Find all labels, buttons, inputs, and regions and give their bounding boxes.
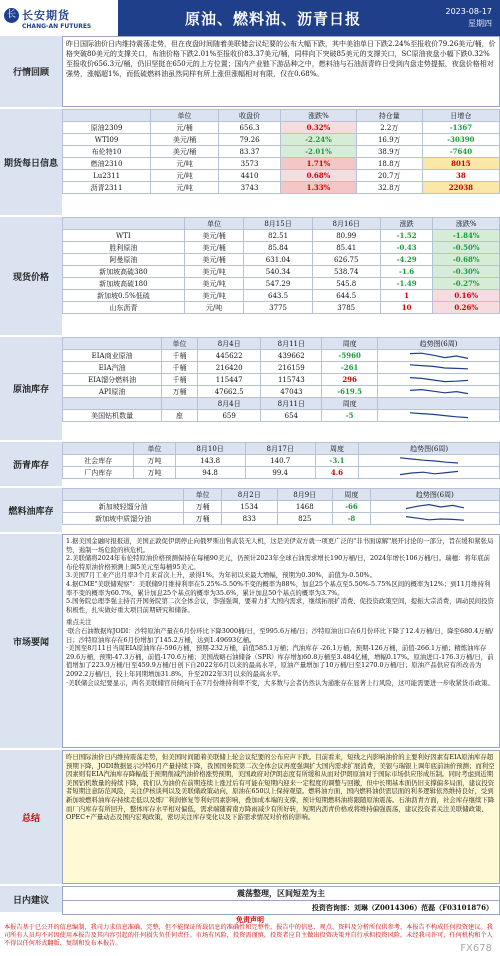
table-row — [63, 302, 500, 314]
sparkline-chart — [409, 375, 469, 385]
futures-oi: 16.9万 — [356, 134, 422, 146]
crude-d1: 216420 — [197, 362, 261, 374]
spot-name: 山东沥青 — [63, 302, 185, 314]
asphalt-d2: 140.7 — [245, 455, 315, 467]
fuel-col-d1: 8月2日 — [222, 489, 278, 501]
futures-chg: 0.68% — [281, 170, 357, 182]
spot-chg: -0.43 — [380, 242, 433, 254]
market-label: 市场要闻 — [0, 534, 62, 748]
fuel-unit: 万桶 — [184, 501, 222, 513]
spot-pct: 0.26% — [433, 302, 500, 314]
asphalt-unit: 万吨 — [134, 455, 175, 467]
spot-col-name — [63, 218, 185, 230]
futures-doi: -30390 — [422, 134, 499, 146]
fuel-wk: -8 — [333, 513, 371, 525]
focus-item: ·联合石油数据库JODI：沙特原油产量在6月份环比下降3000桶/日，至995.6万桶/日；沙特原油出口在6月份环比下降了12.4万桶/日，降至680.4万桶/日；沙特原油库存在6月份增加了145.2万桶，达到1.49693亿桶。 — [66, 626, 494, 644]
trend-sparkline — [359, 455, 500, 467]
fuel-d2: 1468 — [277, 501, 333, 513]
summary-label: 总结 — [0, 750, 62, 884]
futures-oi: 18.8万 — [356, 158, 422, 170]
futures-oi: 20.7万 — [356, 170, 422, 182]
spot-col-chg: 涨跌 — [380, 218, 433, 230]
sparkline-chart — [409, 387, 469, 397]
asphalt-name: 厂内库存 — [63, 467, 134, 479]
news-item: 5.国务院总理李强主持召开国务院第二次全体会议，李强强调，要着力扩大国内需求，继续拓展扩消费、促投资政策空间，提振大宗消费，调动民间投资积极性，扎实做好重大项目前期研究和储备。 — [66, 597, 494, 614]
futures-section — [0, 109, 500, 217]
crude-unit: 万桶 — [162, 386, 198, 398]
futures-col-oi: 持仓量 — [356, 110, 422, 122]
spot-pct: -1.84% — [433, 230, 500, 242]
table-row — [63, 386, 500, 398]
asphalt-d1: 143.8 — [175, 455, 245, 467]
report-date — [428, 6, 500, 30]
asphalt-stock-section — [0, 442, 500, 488]
asphalt-name: 社会库存 — [63, 455, 134, 467]
futures-name: 燃油2310 — [63, 158, 151, 170]
disclaimer — [0, 914, 500, 950]
spot-section — [0, 217, 500, 337]
crude-d1: 445622 — [197, 350, 261, 362]
rig-unit: 座 — [162, 410, 198, 422]
futures-close: 3573 — [218, 158, 280, 170]
sparkline-line — [410, 412, 468, 417]
asphalt-col-wk: 周度 — [315, 443, 359, 455]
table-row — [63, 242, 500, 254]
spot-unit: 美元/桶 — [184, 254, 244, 266]
futures-doi: 22038 — [422, 182, 499, 194]
spot-chg: -4.29 — [380, 254, 433, 266]
table-row — [63, 455, 500, 467]
crude-wk: 296 — [322, 374, 378, 386]
crude-name: EIA馏分燃料油 — [63, 374, 162, 386]
sparkline-chart — [409, 363, 469, 373]
table-row — [63, 134, 500, 146]
crude-d2: 439662 — [261, 350, 322, 362]
analyst-line: 投资咨询部：刘琳（Z0014306）范磊（F03101876） — [62, 901, 500, 915]
asphalt-col-trend: 趋势图(6周) — [359, 443, 500, 455]
crude-name: API原油 — [63, 386, 162, 398]
crude-stock-table — [62, 337, 500, 422]
futures-close: 83.37 — [218, 146, 280, 158]
spot-d2: 85.41 — [312, 242, 380, 254]
crude-col-unit: 单位 — [162, 338, 198, 350]
fuel-stock-table — [62, 488, 500, 525]
crude-col-d1: 8月4日 — [197, 338, 261, 350]
table-row — [63, 362, 500, 374]
spot-d2: 545.8 — [312, 278, 380, 290]
spot-unit: 美元/桶 — [184, 242, 244, 254]
asphalt-col-d1: 8月10日 — [175, 443, 245, 455]
summary-text: 昨日国际油价日内维持震荡走势，但美国时间随着美联储上轮会议纪要的公布应声下跌。目前看来，短线之内影响油价的主要利好因素有EIA原油库存超预期下降，JODI数据显示沙特6月产量持续下降，我国国务院第二次全体会议再度强调扩大国内需求扩展消费，美银与瑞银上调年底前油价预测；而利空因素则有EIA汽油库存降幅低于预期削减汽油价格涨势预期，美国政府对伊朗态度有所缓和从而对伊朗原油对于国际市场供应形成压制。同时考虑到近期美国钻机数量的持续下降，我们认为油价在前期连续上涨过后有可能在短期内迎来一定程度的调整与回撤，但中长期基本面仍旧支撑偏多局面，建议投资者短期注意防范风险，关注伊核谈判以及美联储政策动向，原油在650以上保持观望。燃料油方面，国内燃料油供需层面的利多逻辑依然维持良好，受到新加坡燃料油库存持续走低以及炼厂利润修复等利好因素影响，叠加成本端的支撑，预计短期燃料油将跟随原油震荡。石油沥青方面，社会库存继续下降而厂内库存有所回升，整体库存水平相对偏低，需求端随着南方降雨减少有所好转，短期内沥青价格或将维持偏强震荡，建议投资者关注美联储政策、OPEC+产量动态及国内宏观政策，密切关注库存变化以及下游需求情况对价格的影响。 — [62, 750, 500, 884]
sparkline-line — [406, 516, 464, 520]
spot-header-row — [63, 218, 500, 230]
fuel-wk: -66 — [333, 501, 371, 513]
table-row — [63, 350, 500, 362]
spot-d2: 3785 — [312, 302, 380, 314]
trend-sparkline — [370, 513, 499, 525]
focus-item: ·美国至8月11日当周EIA原油库存-596万桶，预期-232万桶，前值585.1万桶；汽油库存 -26.1万桶，预期-126万桶，前值-266.1万桶；精炼油库存 29.6万桶，预期-47.3万桶，前值-170.6万桶；美国战略石油储备（SPR）库存增加60.8万桶至3.484亿桶，增幅0.17%。原油进口-176.3万桶/日，前值增加了223.9万桶/日至459.9万桶/日创下自2022年6月以来的最高水平，原油产量增加了10万桶/日至1270.0万桶/日；原油产品供应有所改善为2092.2万桶/日，较上年同期增加31.8%，升至2022年3月以来的最高水平。 — [66, 644, 494, 678]
asphalt-wk: -3.1 — [315, 455, 359, 467]
futures-doi: 8015 — [422, 158, 499, 170]
spot-d1: 85.84 — [244, 242, 312, 254]
trend-sparkline — [378, 362, 500, 374]
sparkline-line — [410, 364, 468, 368]
spot-d2: 626.75 — [312, 254, 380, 266]
summary-section — [0, 750, 500, 886]
futures-unit: 元/吨 — [151, 170, 219, 182]
fuel-col-name — [63, 489, 184, 501]
spot-d1: 3775 — [244, 302, 312, 314]
futures-chg: 0.32% — [281, 122, 357, 134]
futures-col-unit: 单位 — [151, 110, 219, 122]
intraday-box — [62, 886, 500, 912]
report-weekday: 星期四 — [468, 19, 492, 28]
table-row — [63, 501, 500, 513]
futures-name: Lu2311 — [63, 170, 151, 182]
futures-oi: 2.2万 — [356, 122, 422, 134]
sparkline-chart — [399, 456, 459, 466]
sparkline-line — [400, 457, 458, 462]
spot-name: 新加坡高硫380 — [63, 266, 185, 278]
futures-doi: -7640 — [422, 146, 499, 158]
table-row — [63, 254, 500, 266]
table-row — [63, 266, 500, 278]
table-row — [63, 170, 500, 182]
crude-col-wk: 周度 — [322, 338, 378, 350]
table-row — [63, 410, 500, 422]
sparkline-line — [410, 353, 468, 358]
market-news — [62, 534, 500, 748]
crude-header-row — [63, 338, 500, 350]
crude-unit: 千桶 — [162, 374, 198, 386]
crude-d2: 115743 — [261, 374, 322, 386]
table-row — [63, 290, 500, 302]
company-logo — [0, 0, 118, 36]
spot-col-d2: 8月16日 — [312, 218, 380, 230]
spot-label: 现货价格 — [0, 217, 62, 335]
crude-wk: -261 — [322, 362, 378, 374]
crude-stock-label: 原油库存 — [0, 337, 62, 440]
sparkline-line — [406, 504, 464, 508]
trend-sparkline — [359, 467, 500, 479]
logo-mark-icon: 长 — [4, 8, 19, 23]
review-label: 行情回顾 — [0, 36, 62, 107]
watermark: FX678 — [460, 943, 492, 954]
spot-name: 胜利原油 — [63, 242, 185, 254]
crude-d2: 47043 — [261, 386, 322, 398]
spot-col-unit: 单位 — [184, 218, 244, 230]
spot-unit: 美元/吨 — [184, 278, 244, 290]
sparkline-line — [400, 471, 458, 474]
fuel-name: 新加坡轻馏分油 — [63, 501, 184, 513]
trend-sparkline — [378, 350, 500, 362]
futures-name: 原油2309 — [63, 122, 151, 134]
fuel-d2: 825 — [277, 513, 333, 525]
spot-unit: 美元/吨 — [184, 290, 244, 302]
spot-d1: 631.04 — [244, 254, 312, 266]
futures-name: 沥青2311 — [63, 182, 151, 194]
asphalt-stock-table — [62, 442, 500, 479]
sparkline-chart — [409, 411, 469, 421]
futures-label: 期货每日信息 — [0, 109, 62, 215]
review-section — [0, 36, 500, 109]
fuel-col-wk: 周度 — [333, 489, 371, 501]
report-date-value: 2023-08-17 — [445, 7, 492, 16]
rig-header-row — [63, 398, 500, 410]
fuel-header-row — [63, 489, 500, 501]
rig-d2: 654 — [261, 410, 322, 422]
spot-name: 新加坡0.5%低硫 — [63, 290, 185, 302]
spot-name: 新加坡高硫180 — [63, 278, 185, 290]
news-item: 2.美联储将2024年布伦特原油价格预测保持在每桶90美元，仍预计2023年全球石油需求增长190万桶/日，2024年增长106万桶/日。瑞穗：将年底前布伦特原油价格预测上调5美元至每桶95美元。 — [66, 554, 491, 571]
futures-doi: 38 — [422, 170, 499, 182]
asphalt-col-unit: 单位 — [134, 443, 175, 455]
spot-d1: 643.5 — [244, 290, 312, 302]
rig-col-d1: 8月4日 — [197, 398, 261, 410]
futures-table — [62, 109, 500, 194]
intraday-label: 日内建议 — [0, 886, 62, 912]
disclaimer-text: 本报告基于已公开的信息编制，我司力求信息准确、完整，但不能保证所载信息的准确性和完整性，报告中的信息、观点、资料及分析所仅供参考，本报告不构成任何投资建议。我司所有人员均不对因使用本报告及其内容引起的任何损失负任何责任。市场有风险，投资需谨慎，投资者应自主做出投资决策并自行承担投资风险。未经我司许可，任何机构和个人不得以任何形式翻版、复制和发布本报告。 — [4, 924, 493, 947]
focus-item: ·美联储会议纪要显示，两名美联储官员倾向于在7月份维持利率不变，大多数与会者仍然认为通胀存在显著上行风险，这可能需要进一步收紧货币政策。 — [66, 678, 494, 687]
crude-unit: 千桶 — [162, 362, 198, 374]
table-row — [63, 374, 500, 386]
futures-col-chg: 涨跌% — [281, 110, 357, 122]
futures-chg: -2.01% — [281, 146, 357, 158]
spot-col-pct: 涨跌% — [433, 218, 500, 230]
intraday-advice: 震荡整理，区间短差为主 — [62, 886, 500, 901]
spot-pct: -0.30% — [433, 266, 500, 278]
asphalt-unit: 万吨 — [134, 467, 175, 479]
futures-close: 79.26 — [218, 134, 280, 146]
futures-unit: 美元/桶 — [151, 146, 219, 158]
crude-stock-section — [0, 337, 500, 442]
rig-name: 美国钻机数量 — [63, 410, 162, 422]
crude-name: EIA商业原油 — [63, 350, 162, 362]
spot-d1: 540.34 — [244, 266, 312, 278]
crude-col-d2: 8月11日 — [261, 338, 322, 350]
fuel-name: 新加坡中质馏分油 — [63, 513, 184, 525]
rig-col-wk: 周度 — [322, 398, 378, 410]
focus-title: 重点关注 — [66, 618, 92, 627]
asphalt-d1: 94.8 — [175, 467, 245, 479]
sparkline-chart — [405, 502, 465, 512]
futures-unit: 美元/桶 — [151, 134, 219, 146]
asphalt-col-d2: 8月17日 — [245, 443, 315, 455]
spot-table — [62, 217, 500, 314]
crude-unit: 千桶 — [162, 350, 198, 362]
sparkline-line — [410, 389, 468, 393]
spot-chg: -1.6 — [380, 266, 433, 278]
futures-name: 布伦特10 — [63, 146, 151, 158]
disclaimer-title: 免责声明 — [236, 915, 264, 924]
trend-sparkline — [370, 501, 499, 513]
sparkline-line — [410, 377, 468, 381]
market-section — [0, 534, 500, 750]
crude-wk: -619.5 — [322, 386, 378, 398]
spot-pct: -0.27% — [433, 278, 500, 290]
futures-chg: 1.71% — [281, 158, 357, 170]
spot-name: 阿曼原油 — [63, 254, 185, 266]
report-title: 原油、燃料油、沥青日报 — [184, 9, 361, 28]
rig-col-trend — [378, 398, 500, 410]
crude-d1: 47662.5 — [197, 386, 261, 398]
spot-pct: 0.16% — [433, 290, 500, 302]
fuel-d1: 1534 — [222, 501, 278, 513]
sparkline-chart — [405, 514, 465, 524]
crude-d2: 216159 — [261, 362, 322, 374]
spot-d2: 80.99 — [312, 230, 380, 242]
trend-sparkline — [378, 410, 500, 422]
spot-d1: 547.29 — [244, 278, 312, 290]
futures-col-close: 收盘价 — [218, 110, 280, 122]
futures-close: 4410 — [218, 170, 280, 182]
futures-unit: 元/桶 — [151, 122, 219, 134]
trend-sparkline — [378, 386, 500, 398]
futures-col-name — [63, 110, 151, 122]
review-text: 昨日国际油价日内维持震荡走势，但在夜盘时间随着美联储会议纪要的公布大幅下跌，其中美油单日下跌2.24%至报收价79.26美元/桶，价格突破80美元的支撑关口，布油价格下跌2.01%至报收价83.37美元/桶，同样向下突破85美元的支撑关口，SC原油夜盘小幅下跌0.32%至报收价656.3元/桶，仍旧坚挺在650元的上方位置；国内产业链下游品种之中，燃料油与石油沥青昨日受到内盘走势提振，夜盘价格相对强势，涨幅超1%，而低硫燃料油虽然同样有所上涨但涨幅相对有限，仅在0.68%。 — [62, 36, 500, 107]
table-row — [63, 158, 500, 170]
futures-close: 656.3 — [218, 122, 280, 134]
spot-unit: 元/吨 — [184, 302, 244, 314]
spot-d1: 82.51 — [244, 230, 312, 242]
fuel-unit: 万桶 — [184, 513, 222, 525]
trend-sparkline — [378, 374, 500, 386]
fuel-stock-label: 燃料油库存 — [0, 488, 62, 532]
futures-oi: 32.8万 — [356, 182, 422, 194]
fuel-stock-section — [0, 488, 500, 534]
table-row — [63, 467, 500, 479]
asphalt-stock-label: 沥青库存 — [0, 442, 62, 486]
futures-unit: 元/吨 — [151, 158, 219, 170]
report-header — [0, 0, 500, 36]
asphalt-col-name — [63, 443, 134, 455]
asphalt-wk: 4.6 — [315, 467, 359, 479]
news-item: 1.据美国金融时报报道，美国正敦促伊朗停止向俄罗斯出售武装无人机，这是美伊双方就一项更广泛的"非书面谅解"展开讨论的一部分，旨在缓和紧张局势，遏制一场危险的核危机。 — [66, 537, 494, 554]
asphalt-d2: 99.4 — [245, 467, 315, 479]
futures-col-doi: 日增仓 — [422, 110, 499, 122]
spot-d2: 538.74 — [312, 266, 380, 278]
futures-close: 3743 — [218, 182, 280, 194]
asphalt-header-row — [63, 443, 500, 455]
spot-pct: -0.50% — [433, 242, 500, 254]
spot-unit: 美元/吨 — [184, 266, 244, 278]
fuel-d1: 833 — [222, 513, 278, 525]
sparkline-chart — [409, 351, 469, 361]
intraday-section — [0, 886, 500, 914]
rig-col-d2: 8月11日 — [261, 398, 322, 410]
crude-col-trend: 趋势图(6周) — [378, 338, 500, 350]
table-row — [63, 278, 500, 290]
sparkline-chart — [399, 468, 459, 478]
futures-unit: 元/吨 — [151, 182, 219, 194]
futures-doi: -1367 — [422, 122, 499, 134]
table-row — [63, 146, 500, 158]
futures-chg: 1.33% — [281, 182, 357, 194]
spot-d2: 644.5 — [312, 290, 380, 302]
spot-col-d1: 8月15日 — [244, 218, 312, 230]
spot-chg: 10 — [380, 302, 433, 314]
rig-d1: 659 — [197, 410, 261, 422]
crude-wk: -5960 — [322, 350, 378, 362]
table-row — [63, 513, 500, 525]
table-row — [63, 122, 500, 134]
logo-en-text: CHANG-AN FUTURES — [22, 22, 92, 30]
news-item: 3.美国7月工业产出月率3个月来首次上升，录得1%。为年初以来最大增幅，预期为0.30%，前值为-0.50%。 — [66, 571, 376, 580]
crude-col-name — [63, 338, 162, 350]
spot-pct: -0.68% — [433, 254, 500, 266]
fuel-col-trend: 趋势图(6周) — [370, 489, 499, 501]
table-row — [63, 182, 500, 194]
fuel-col-d2: 8月9日 — [277, 489, 333, 501]
rig-col-name — [63, 398, 162, 410]
rig-col-unit — [162, 398, 198, 410]
logo-cn-text: 长安期货 — [22, 8, 70, 22]
spot-chg: 1 — [380, 290, 433, 302]
spot-chg: -1.52 — [380, 230, 433, 242]
rig-wk: -5 — [322, 410, 378, 422]
futures-name: WTI09 — [63, 134, 151, 146]
futures-oi: 38.9万 — [356, 146, 422, 158]
crude-d1: 115447 — [197, 374, 261, 386]
futures-chg: -2.24% — [281, 134, 357, 146]
crude-name: EIA汽油 — [63, 362, 162, 374]
futures-header-row — [63, 110, 500, 122]
table-row — [63, 230, 500, 242]
fuel-col-unit: 单位 — [184, 489, 222, 501]
news-item: 4.据CME"美联储观察"：美联储9月维持利率在5.25%-5.50%不变的概率为88%，加息25个基点至5.50%-5.75%区间的概率为12%；到11月维持利率不变的概率为60.7%，累计加息25个基点的概率为35.6%，累计加息50个基点的概率为3.7%。 — [66, 579, 491, 597]
spot-unit: 美元/桶 — [184, 230, 244, 242]
spot-name: WTI — [63, 230, 185, 242]
spot-chg: -1.49 — [380, 278, 433, 290]
